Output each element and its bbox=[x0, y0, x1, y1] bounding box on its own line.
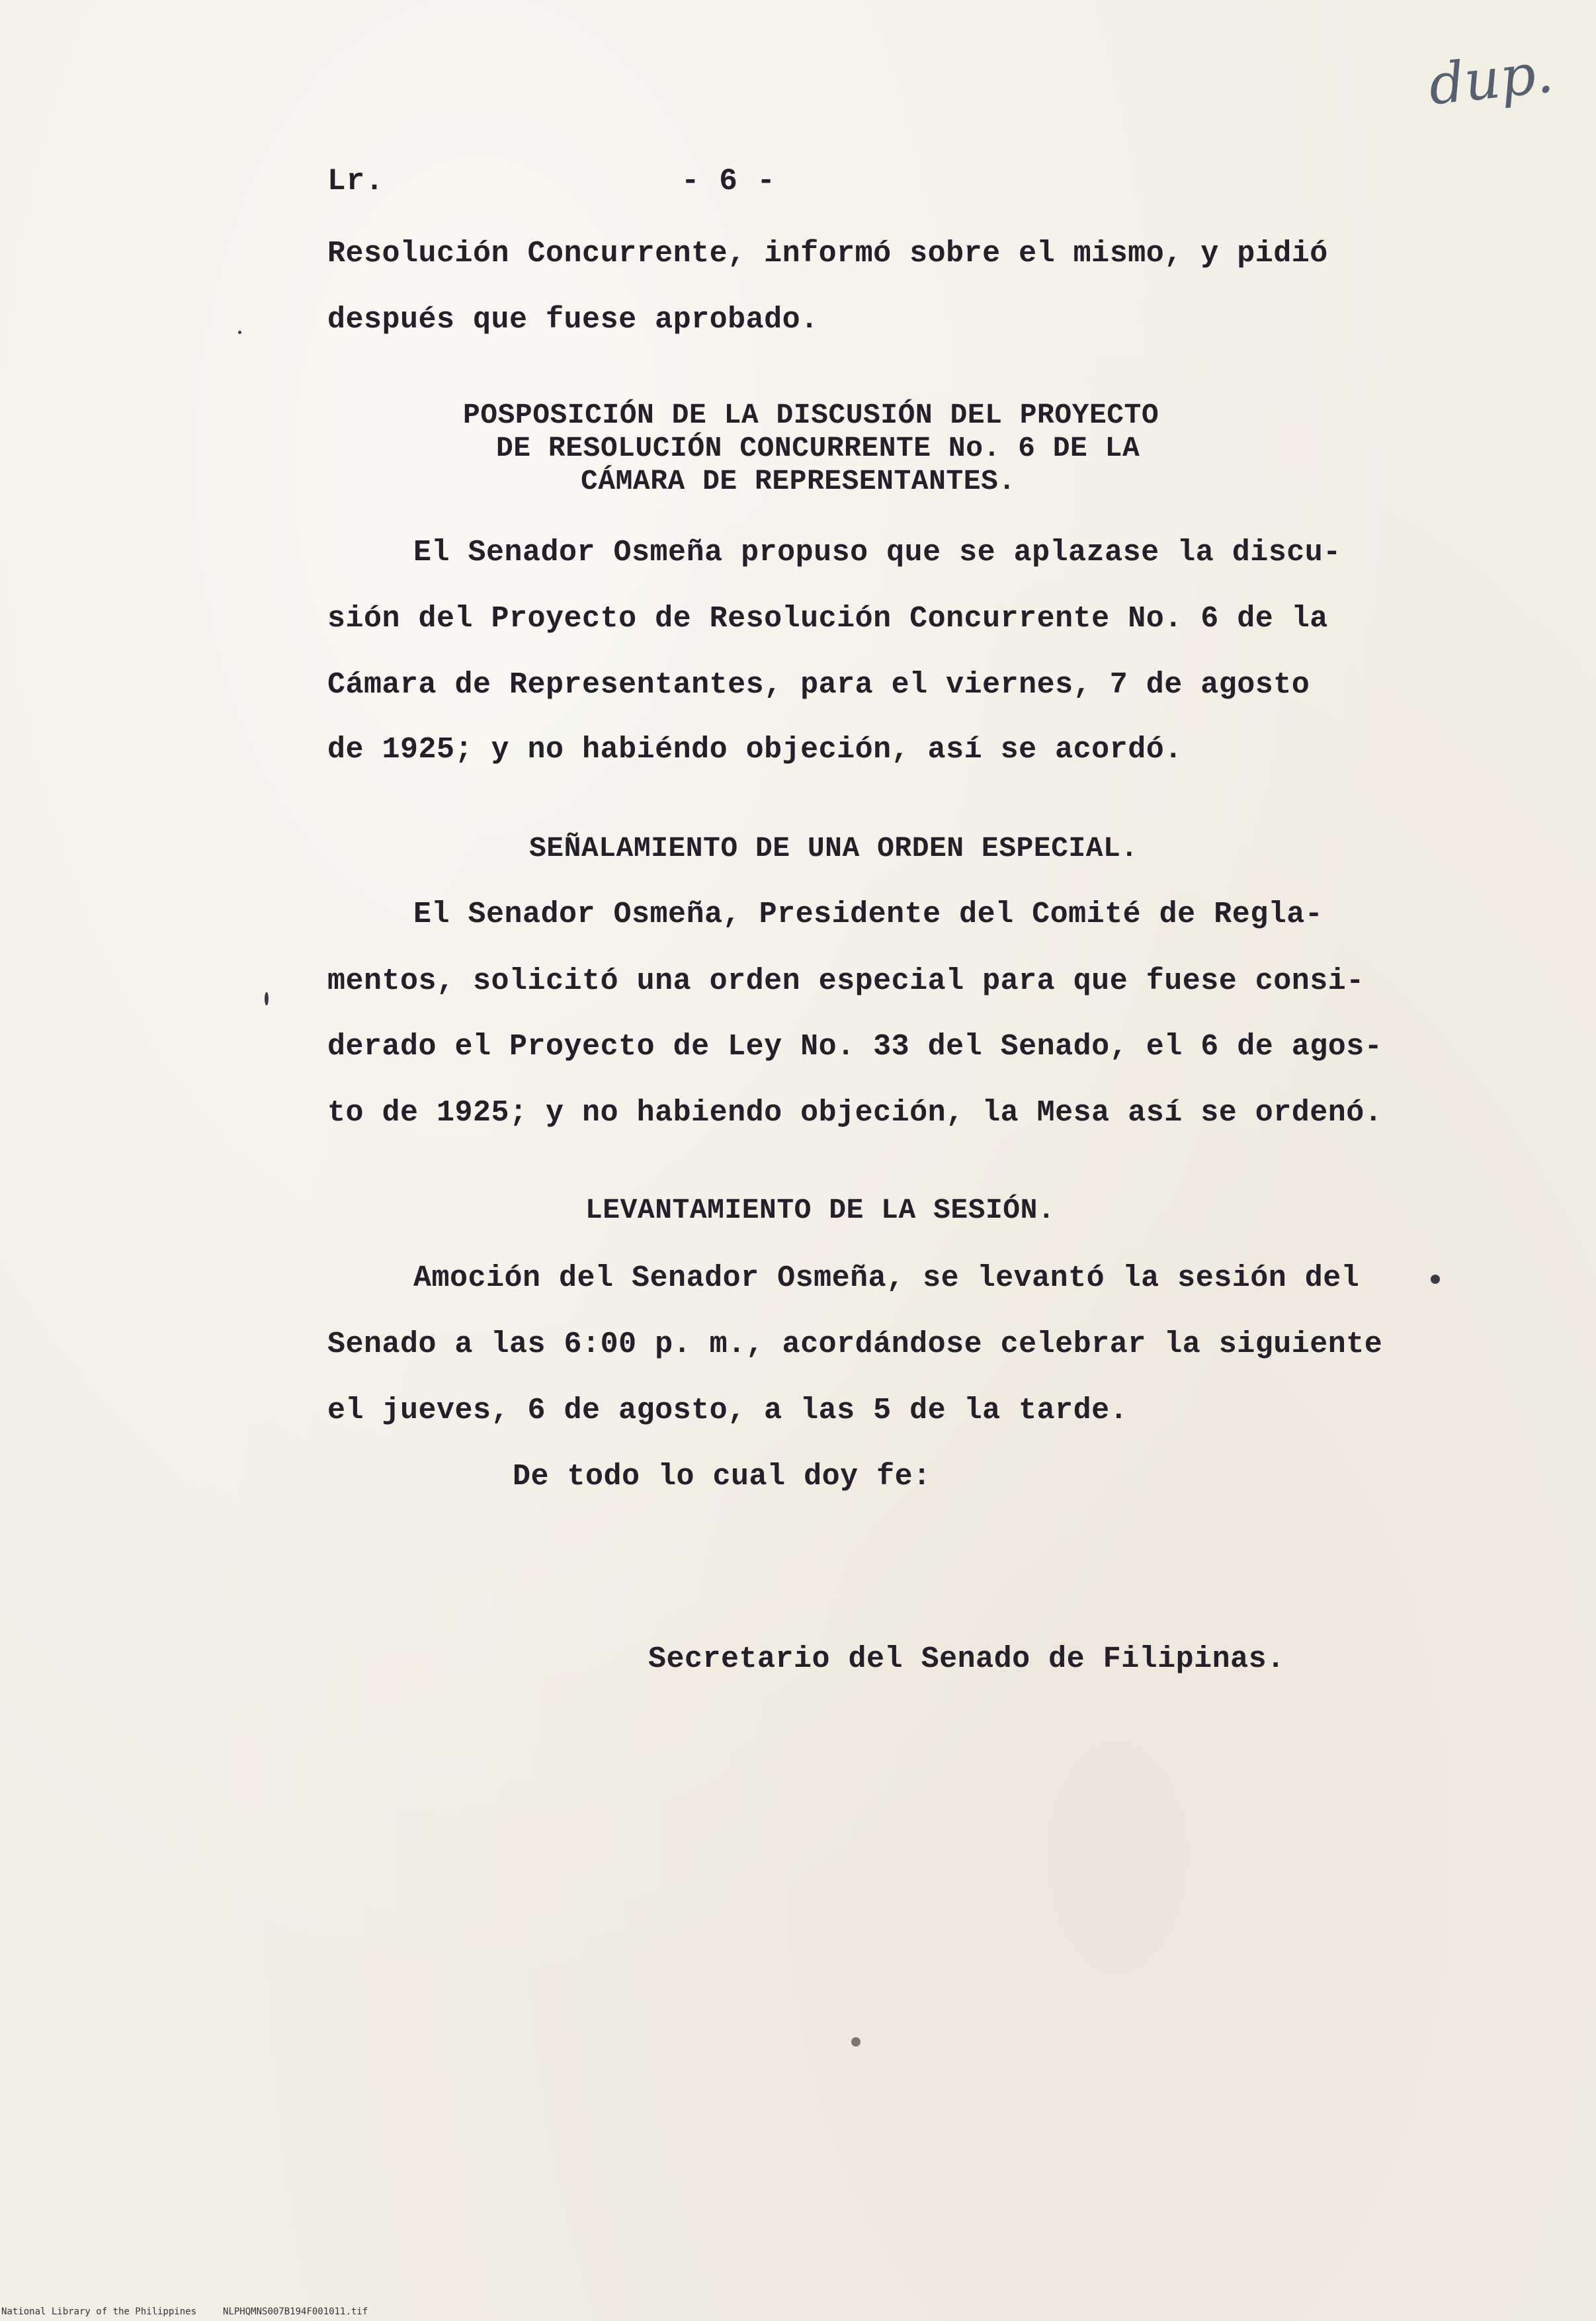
folio-mark: Lr. bbox=[327, 164, 384, 198]
section2-line-1: El Senador Osmeña, Presidente del Comité de Regla- bbox=[413, 898, 1323, 931]
section1-line-2: sión del Proyecto de Resolución Concurrente No. 6 de la bbox=[327, 602, 1328, 636]
section3-line-1: Amoción del Senador Osmeña, se levantó la sesión del bbox=[413, 1261, 1360, 1295]
section3-heading: LEVANTAMIENTO DE LA SESIÓN. bbox=[585, 1194, 1056, 1226]
paper-speck bbox=[238, 331, 241, 334]
section2-heading: SEÑALAMIENTO DE UNA ORDEN ESPECIAL. bbox=[529, 832, 1138, 865]
section1-heading-line-1: POSPOSICIÓN DE LA DISCUSIÓN DEL PROYECTO bbox=[463, 399, 1159, 431]
handwritten-note: dup. bbox=[1425, 40, 1556, 118]
intro-line-1: Resolución Concurrente, informó sobre el mismo, y pidió bbox=[327, 237, 1328, 271]
section1-line-3: Cámara de Representantes, para el viernes, 7 de agosto bbox=[327, 668, 1310, 702]
section1-line-1: El Senador Osmeña propuso que se aplazase la discu- bbox=[413, 536, 1341, 570]
footer-filename: NLPHQMNS007B194F001011.tif bbox=[223, 2306, 368, 2317]
section1-heading-line-3: CÁMARA DE REPRESENTANTES. bbox=[581, 465, 1016, 497]
intro-line-2: después que fuese aprobado. bbox=[327, 303, 819, 337]
section2-line-3: derado el Proyecto de Ley No. 33 del Senado, el 6 de agos- bbox=[327, 1030, 1383, 1064]
section1-line-4: de 1925; y no habiéndo objeción, así se acordó. bbox=[327, 733, 1183, 767]
section3-line-3: el jueves, 6 de agosto, a las 5 de la tarde. bbox=[327, 1394, 1128, 1427]
scan-footer bbox=[1, 2306, 368, 2317]
section2-line-2: mentos, solicitó una orden especial para que fuese consi- bbox=[327, 964, 1365, 998]
section3-line-2: Senado a las 6:00 p. m., acordándose celebrar la siguiente bbox=[327, 1328, 1383, 1361]
signature-title: Secretario del Senado de Filipinas. bbox=[648, 1642, 1285, 1676]
paper-speck bbox=[265, 992, 269, 1005]
paper-speck bbox=[1431, 1275, 1440, 1284]
section2-line-4: to de 1925; y no habiendo objeción, la Mesa así se ordenó. bbox=[327, 1096, 1383, 1130]
paper-speck bbox=[851, 2037, 861, 2047]
section1-heading-line-2: DE RESOLUCIÓN CONCURRENTE No. 6 DE LA bbox=[496, 432, 1140, 464]
closing-line: De todo lo cual doy fe: bbox=[513, 1460, 931, 1494]
page-number: - 6 - bbox=[681, 164, 777, 198]
footer-institution: National Library of the Philippines bbox=[1, 2306, 197, 2317]
